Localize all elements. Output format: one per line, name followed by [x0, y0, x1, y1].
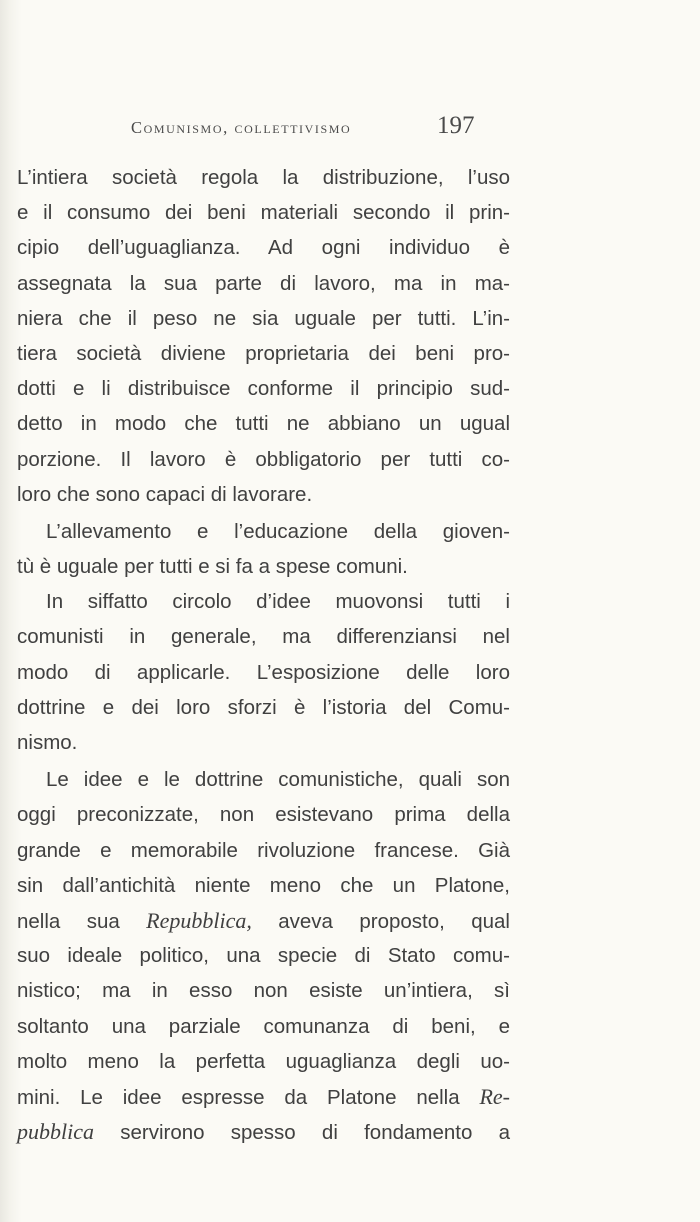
text-line: soltanto una parziale comunanza di beni, e	[17, 1014, 510, 1038]
text-run: servirono spesso di fondamento a	[94, 1121, 510, 1145]
text-line: comunisti in generale, ma differenziansi nel	[17, 625, 510, 649]
text-run: aveva proposto, qual	[251, 909, 510, 933]
text-run: mini. Le idee espresse da Platone nella	[17, 1085, 480, 1109]
text-line	[17, 903, 510, 938]
text-line: L’allevamento e l’educazione della gioven-	[46, 519, 510, 543]
text-line: tù è uguale per tutti e si fa a spese comuni.	[17, 555, 408, 579]
text-line	[17, 1079, 510, 1114]
body-text	[17, 160, 510, 1149]
text-line: niera che il peso ne sia uguale per tutti. L’in-	[17, 306, 510, 330]
text-line: dottrine e dei loro sforzi è l’istoria del Comu-	[17, 695, 510, 719]
text-line: Le idee e le dottrine comunistiche, quali son	[46, 768, 510, 792]
text-line: porzione. Il lavoro è obbligatorio per tutti co-	[17, 447, 510, 471]
text-line: dotti e li distribuisce conforme il principio sud-	[17, 377, 510, 401]
text-line: L’intiera società regola la distribuzione, l’uso	[17, 166, 510, 189]
italic-title: pubblica	[17, 1119, 94, 1145]
text-line: molto meno la perfetta uguaglianza degli uo-	[17, 1049, 510, 1073]
text-line: nistico; ma in esso non esiste un’intiera, sì	[17, 979, 510, 1003]
italic-title: Repubblica,	[146, 907, 252, 933]
text-line: grande e memorabile rivoluzione francese. Già	[17, 838, 510, 862]
text-line	[17, 1114, 510, 1149]
italic-title: Re-	[479, 1083, 510, 1109]
text-line: tiera società diviene proprietaria dei beni pro-	[17, 341, 510, 365]
text-line: In siffatto circolo d’idee muovonsi tutti i	[46, 590, 510, 614]
text-line: loro che sono capaci di lavorare.	[17, 482, 313, 506]
text-line: nismo.	[17, 731, 78, 754]
text-line: detto in modo che tutti ne abbiano un ugual	[17, 412, 510, 436]
page-number: 197	[437, 112, 475, 139]
running-head	[0, 112, 700, 142]
text-line: sin dall’antichità niente meno che un Platone,	[17, 873, 510, 897]
text-line: cipio dell’uguaglianza. Ad ogni individuo è	[17, 236, 510, 260]
text-line: modo di applicarle. L’esposizione delle loro	[17, 660, 510, 684]
running-head-title: Comunismo, collettivismo	[131, 118, 352, 137]
text-line: e il consumo dei beni materiali secondo il prin-	[17, 201, 510, 225]
text-line: oggi preconizzate, non esistevano prima della	[17, 803, 510, 827]
text-run: nella sua	[17, 909, 147, 933]
text-line: suo ideale politico, una specie di Stato comu-	[17, 944, 510, 968]
text-line: assegnata la sua parte di lavoro, ma in ma-	[17, 271, 510, 295]
